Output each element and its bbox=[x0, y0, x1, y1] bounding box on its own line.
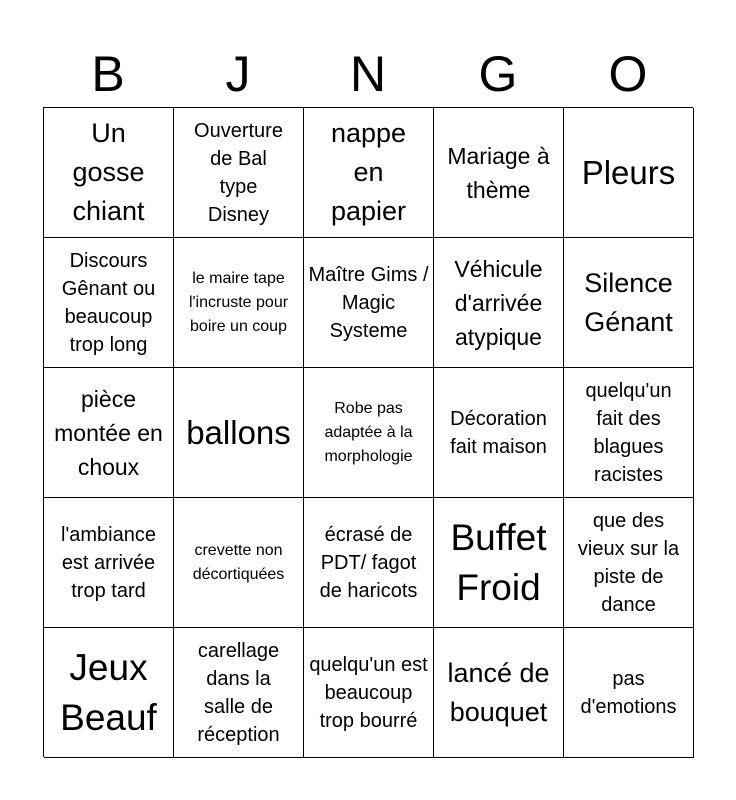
cell-text: Mariage à thème bbox=[447, 142, 550, 203]
bingo-cell[interactable] bbox=[564, 368, 694, 498]
cell-text: pas d'emotions bbox=[580, 667, 677, 718]
cell-text: Silence Génant bbox=[584, 267, 673, 337]
bingo-cell[interactable] bbox=[564, 238, 694, 368]
bingo-cell[interactable] bbox=[434, 628, 564, 758]
bingo-header bbox=[43, 40, 693, 108]
header-letter-g: G bbox=[478, 46, 518, 102]
cell-text: Discours Gênant ou beaucoup trop long bbox=[61, 249, 156, 356]
cell-text: lancé de bouquet bbox=[447, 657, 550, 727]
bingo-cell[interactable] bbox=[304, 108, 434, 238]
cell-text: Robe pas adaptée à la morphologie bbox=[324, 399, 413, 465]
cell-text: Maître Gims / Magic Systeme bbox=[308, 263, 429, 342]
bingo-cell[interactable] bbox=[174, 628, 304, 758]
bingo-cell[interactable] bbox=[304, 498, 434, 628]
bingo-cell[interactable] bbox=[44, 368, 174, 498]
cell-text: crevette non décortiquées bbox=[192, 541, 285, 583]
bingo-cell[interactable] bbox=[174, 238, 304, 368]
cell-text: Véhicule d'arrivée atypique bbox=[454, 255, 543, 350]
bingo-cell[interactable] bbox=[434, 108, 564, 238]
bingo-cell[interactable] bbox=[564, 108, 694, 238]
cell-text: pièce montée en choux bbox=[54, 385, 163, 480]
cell-text: Pleurs bbox=[581, 153, 676, 191]
bingo-cell[interactable] bbox=[304, 238, 434, 368]
bingo-cell[interactable] bbox=[44, 628, 174, 758]
header-letter-o: O bbox=[608, 46, 648, 102]
cell-text: nappe en papier bbox=[330, 118, 407, 226]
bingo-cell[interactable] bbox=[174, 498, 304, 628]
cell-text: Décoration fait maison bbox=[450, 407, 547, 458]
bingo-cell[interactable] bbox=[174, 108, 304, 238]
bingo-cell[interactable] bbox=[434, 238, 564, 368]
cell-text: que des vieux sur la piste de dance bbox=[577, 509, 680, 616]
cell-text: ballons bbox=[186, 413, 291, 451]
bingo-cell[interactable] bbox=[174, 368, 304, 498]
cell-text: Jeux Beauf bbox=[60, 646, 157, 738]
cell-text: écrasé de PDT/ fagot de haricots bbox=[319, 523, 418, 602]
bingo-cell[interactable] bbox=[434, 368, 564, 498]
bingo-grid bbox=[43, 107, 693, 757]
bingo-cell[interactable] bbox=[434, 498, 564, 628]
bingo-cell[interactable] bbox=[44, 108, 174, 238]
cell-text: Buffet Froid bbox=[450, 516, 547, 608]
header-letter-n: N bbox=[349, 46, 387, 102]
bingo-cell[interactable] bbox=[304, 368, 434, 498]
cell-text: l'ambiance est arrivée trop tard bbox=[61, 523, 156, 602]
bingo-cell[interactable] bbox=[564, 498, 694, 628]
cell-text: Un gosse chiant bbox=[72, 118, 145, 226]
bingo-cell[interactable] bbox=[304, 628, 434, 758]
cell-text: quelqu'un est beaucoup trop bourré bbox=[309, 653, 428, 732]
cell-text: Ouverture de Bal type Disney bbox=[194, 119, 283, 226]
cell-text: le maire tape l'incruste pour boire un coup bbox=[188, 269, 289, 335]
bingo-cell[interactable] bbox=[44, 498, 174, 628]
header-letter-j: J bbox=[225, 46, 251, 102]
bingo-cell[interactable] bbox=[564, 628, 694, 758]
header-letter-b: B bbox=[91, 46, 125, 102]
cell-text: quelqu'un fait des blagues racistes bbox=[585, 379, 672, 486]
cell-text: carellage dans la salle de réception bbox=[197, 639, 280, 746]
bingo-cell[interactable] bbox=[44, 238, 174, 368]
